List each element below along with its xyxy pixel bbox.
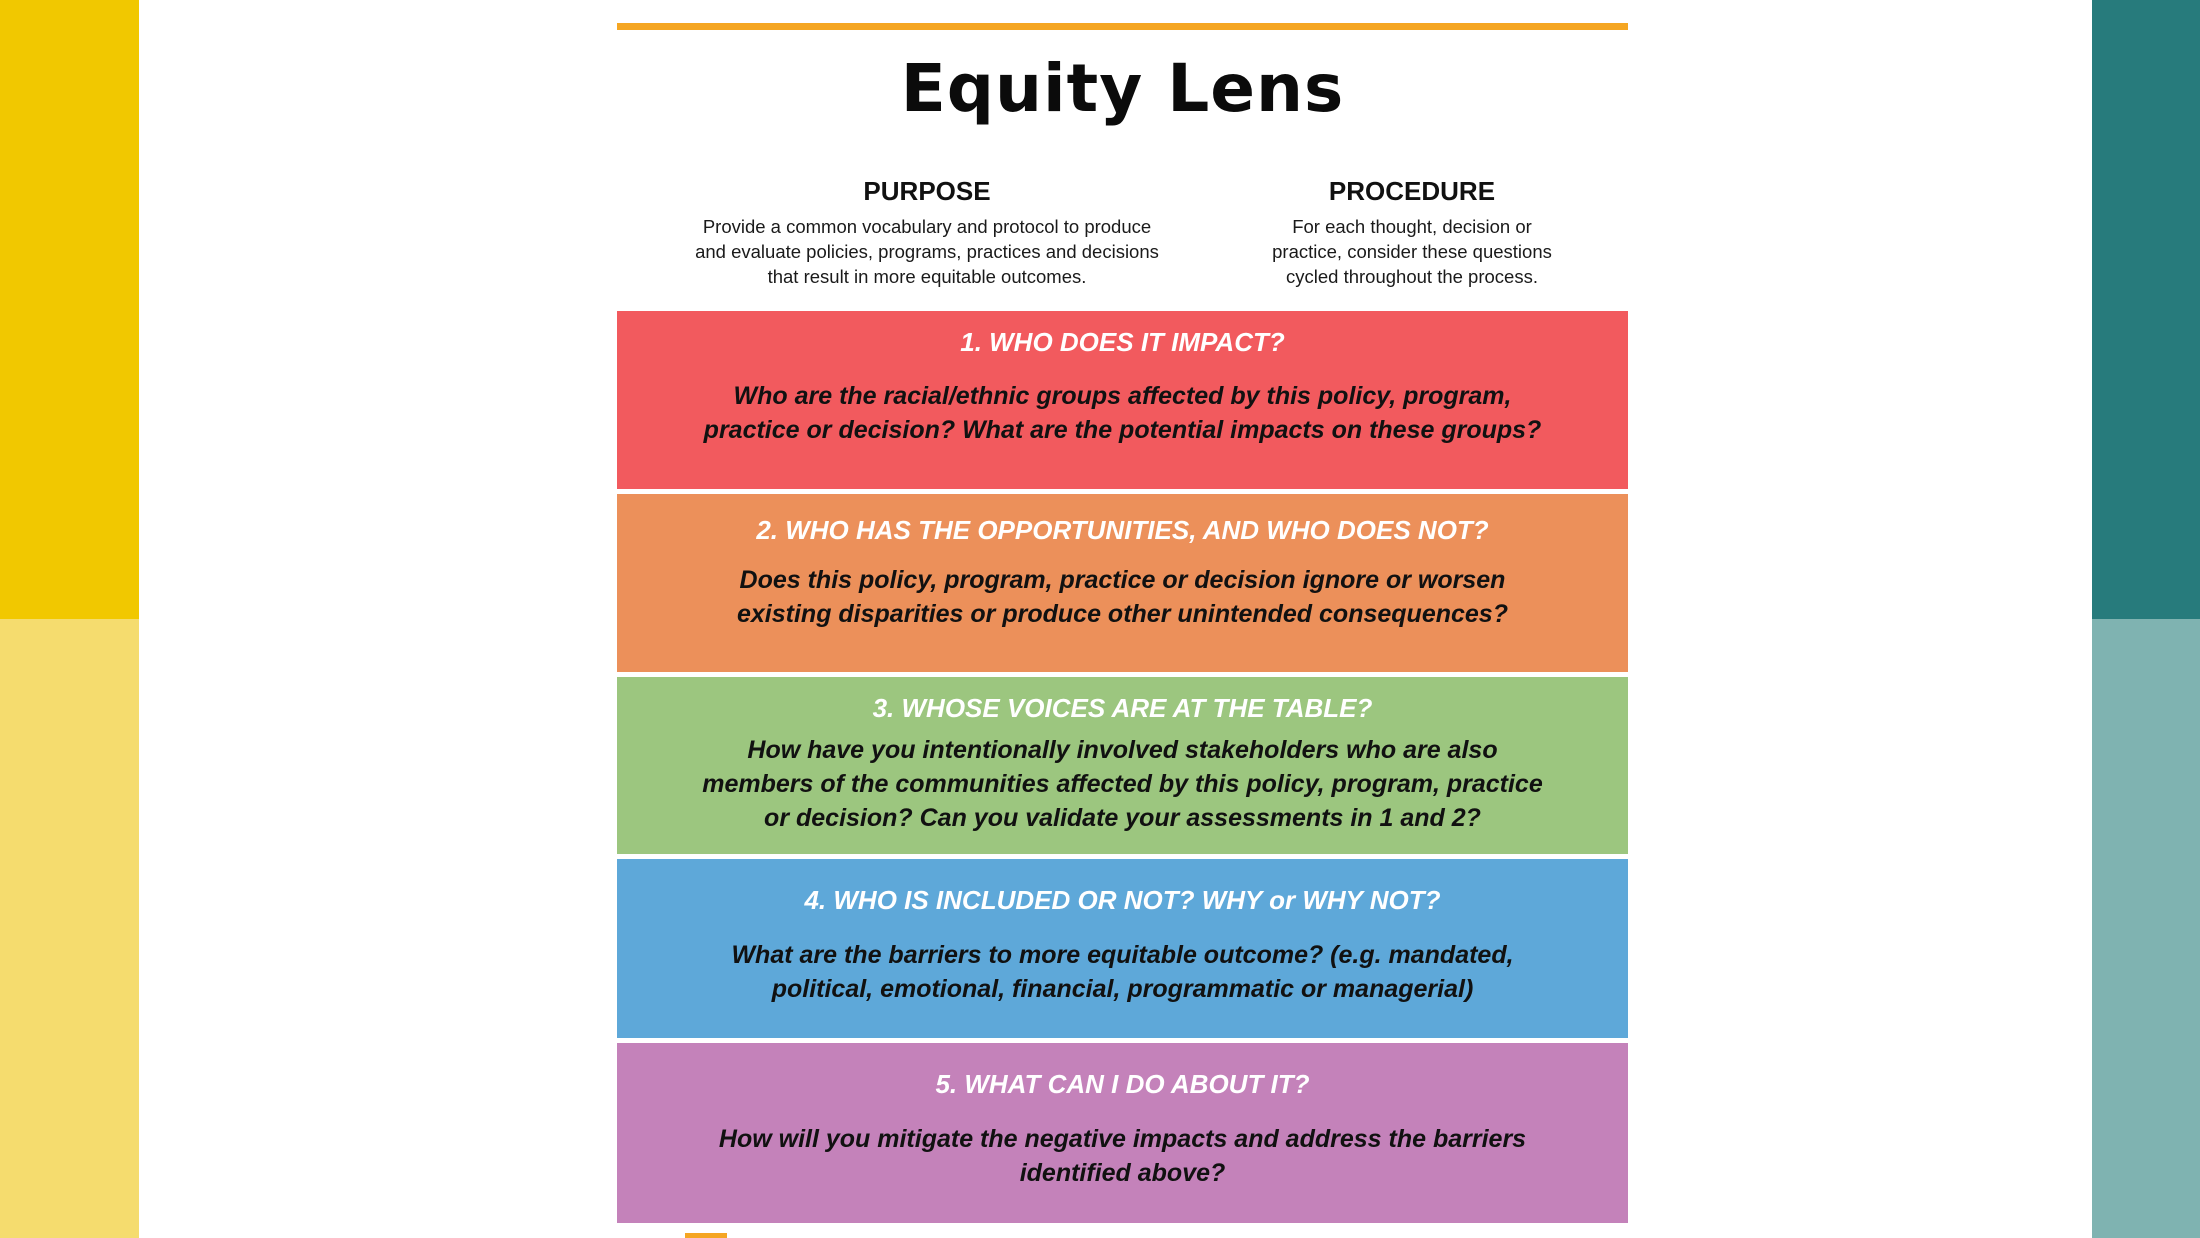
procedure-line: cycled throughout the process.	[1286, 266, 1538, 287]
header-rule	[617, 23, 1628, 30]
equity-lens-document	[617, 0, 1628, 1238]
detail-line: or decision? Can you validate your assessments in 1 and 2?	[764, 804, 1481, 832]
purpose-text	[657, 214, 1197, 289]
question-card-4	[617, 859, 1628, 1038]
detail-line: identified above?	[1019, 1159, 1226, 1187]
right-decor-band-top	[2092, 0, 2200, 619]
question-heading: 4. WHO IS INCLUDED OR NOT? WHY or WHY NOT?	[804, 885, 1441, 915]
procedure-section	[1237, 174, 1587, 289]
left-decor-band-top	[0, 0, 139, 619]
purpose-line: Provide a common vocabulary and protocol to produce	[702, 216, 1152, 237]
question-detail	[617, 733, 1628, 835]
page-title: Equity Lens	[900, 50, 1345, 127]
question-detail	[617, 1122, 1628, 1190]
question-card-5	[617, 1043, 1628, 1223]
procedure-text	[1237, 214, 1587, 289]
question-heading: 1. WHO DOES IT IMPACT?	[960, 327, 1285, 357]
right-decor-band-bottom	[2092, 619, 2200, 1238]
procedure-line: For each thought, decision or	[1292, 216, 1532, 237]
detail-line: Does this policy, program, practice or decision ignore or worsen	[739, 566, 1506, 594]
detail-line: What are the barriers to more equitable outcome? (e.g. mandated,	[731, 941, 1514, 969]
procedure-heading: PROCEDURE	[1328, 176, 1496, 206]
footer-accent-mark	[685, 1233, 727, 1238]
left-decor-band-bottom	[0, 619, 139, 1238]
question-card-1	[617, 311, 1628, 489]
question-card-3	[617, 677, 1628, 854]
purpose-heading: PURPOSE	[863, 176, 991, 206]
question-detail	[617, 563, 1628, 631]
question-heading: 5. WHAT CAN I DO ABOUT IT?	[935, 1069, 1310, 1099]
detail-line: practice or decision? What are the potential impacts on these groups?	[703, 416, 1542, 444]
purpose-line: that result in more equitable outcomes.	[767, 266, 1087, 287]
question-detail	[617, 379, 1628, 447]
question-detail	[617, 938, 1628, 1006]
question-card-2	[617, 494, 1628, 672]
question-heading: 2. WHO HAS THE OPPORTUNITIES, AND WHO DOES NOT?	[756, 515, 1489, 545]
detail-line: Who are the racial/ethnic groups affected by this policy, program,	[733, 382, 1512, 410]
detail-line: How have you intentionally involved stakeholders who are also	[747, 736, 1498, 764]
detail-line: How will you mitigate the negative impacts and address the barriers	[718, 1125, 1527, 1153]
question-heading: 3. WHOSE VOICES ARE AT THE TABLE?	[872, 693, 1373, 723]
cropped-header-text	[857, 0, 1377, 4]
purpose-line: and evaluate policies, programs, practices and decisions	[695, 241, 1159, 262]
purpose-section	[657, 174, 1197, 289]
detail-line: political, emotional, financial, programmatic or managerial)	[771, 975, 1474, 1003]
procedure-line: practice, consider these questions	[1272, 241, 1552, 262]
detail-line: existing disparities or produce other unintended consequences?	[737, 600, 1508, 628]
detail-line: members of the communities affected by this policy, program, practice	[702, 770, 1543, 798]
